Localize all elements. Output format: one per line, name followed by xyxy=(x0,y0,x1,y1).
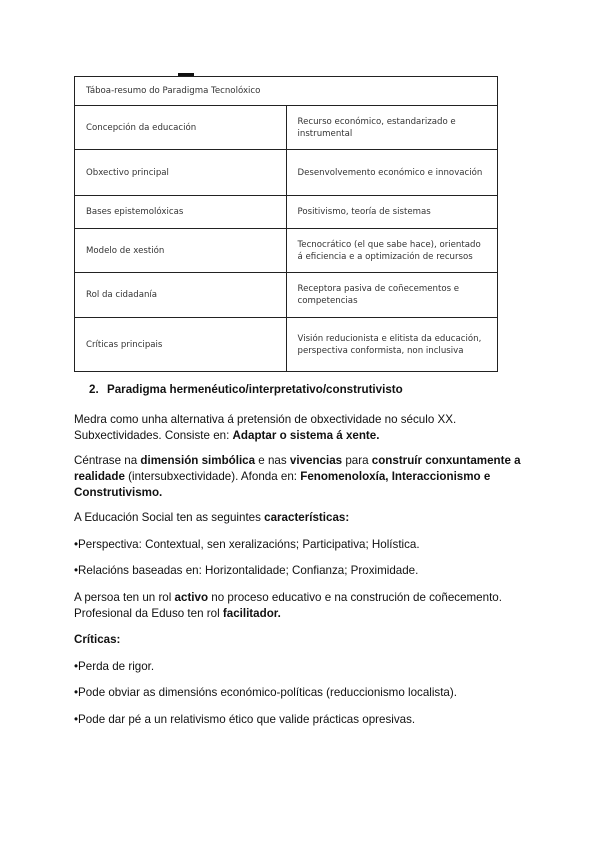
text: no proceso educativo e na construción de coñecemento. Profesional da Eduso ten rol xyxy=(74,591,502,620)
emphasis: dimensión simbólica xyxy=(140,454,256,467)
row-value: Receptora pasiva de coñecementos e competencias xyxy=(286,273,498,318)
bullet-relations: •Relacións baseadas en: Horizontalidade; Confianza; Proximidade. xyxy=(74,564,419,577)
emphasis: construír conxuntamente a realidade xyxy=(74,454,521,483)
row-label: Rol da cidadanía xyxy=(75,273,287,318)
row-value: Desenvolvemento económico e innovación xyxy=(286,150,498,196)
table-row xyxy=(75,150,498,196)
row-value: Tecnocrático (el que sabe hace), orientado á eficiencia e a optimización de recursos xyxy=(286,229,498,273)
row-label: Obxectivo principal xyxy=(75,150,287,196)
table-title: Táboa-resumo do Paradigma Tecnolóxico xyxy=(75,77,498,106)
emphasis: Adaptar o sistema á xente. xyxy=(232,429,380,442)
table-row xyxy=(75,229,498,273)
row-value: Visión reducionista e elitista da educación, perspectiva conformista, non inclusiva xyxy=(286,318,498,372)
emphasis: facilitador. xyxy=(222,607,281,620)
table-row xyxy=(75,273,498,318)
emphasis: vivencias xyxy=(289,454,343,467)
emphasis: características: xyxy=(264,511,350,524)
critica-item: •Pode dar pé a un relativismo ético que valide prácticas opresivas. xyxy=(74,713,416,726)
table-row xyxy=(75,106,498,150)
bullet-perspective: •Perspectiva: Contextual, sen xeralizacións; Participativa; Holística. xyxy=(74,538,420,551)
text: para xyxy=(342,454,372,467)
criticas-heading: Críticas: xyxy=(74,633,121,646)
text: Céntrase na xyxy=(74,454,141,467)
row-label: Bases epistemolóxicas xyxy=(75,196,287,229)
emphasis: activo xyxy=(174,591,209,604)
paragraph-characteristics xyxy=(74,510,544,526)
text: e nas xyxy=(255,454,290,467)
row-label: Modelo de xestión xyxy=(75,229,287,273)
text: A Educación Social ten as seguintes xyxy=(74,511,265,524)
summary-table xyxy=(74,76,498,372)
section-number: 2. xyxy=(89,383,99,396)
emphasis: Fenomenoloxía, Interaccionismo e Construtivismo. xyxy=(74,470,491,499)
critica-item: •Perda de rigor. xyxy=(74,660,155,673)
table-title-row xyxy=(75,77,498,106)
critica-item: •Pode obviar as dimensións económico-políticas (reduccionismo localista). xyxy=(74,686,457,699)
text: A persoa ten un rol xyxy=(74,591,175,604)
text: (intersubxectividade). Afonda en: xyxy=(124,470,301,483)
text: Medra como unha alternativa á pretensión de obxectividade no século XX. Subxectividades. Consiste en: xyxy=(74,413,457,442)
table-row xyxy=(75,196,498,229)
table-row xyxy=(75,318,498,372)
section-title: Paradigma hermenéutico/interpretativo/construtivisto xyxy=(107,383,403,396)
row-value: Recurso económico, estandarizado e instrumental xyxy=(286,106,498,150)
paragraph-focus xyxy=(74,453,544,501)
row-label: Críticas principais xyxy=(75,318,287,372)
row-value: Positivismo, teoría de sistemas xyxy=(286,196,498,229)
section-heading xyxy=(89,383,403,396)
row-label: Concepción da educación xyxy=(75,106,287,150)
paragraph-intro xyxy=(74,412,544,444)
paragraph-roles xyxy=(74,590,544,622)
